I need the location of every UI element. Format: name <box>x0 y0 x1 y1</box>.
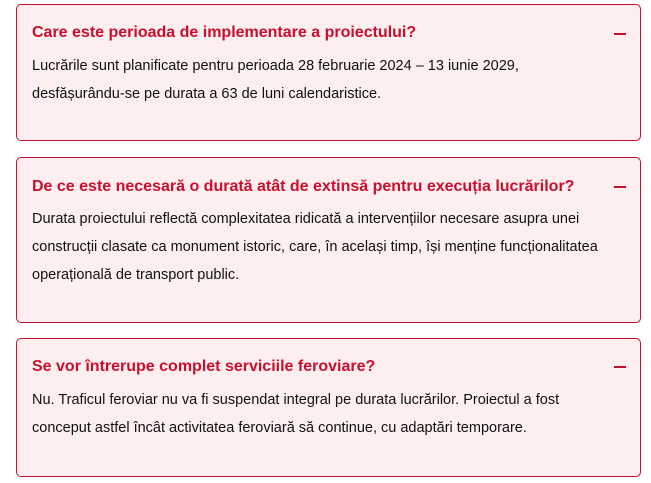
faq-answer-line: operațională de transport public. <box>32 267 240 283</box>
collapse-minus-icon[interactable] <box>614 33 626 35</box>
faq-answer-line: desfășurându-se pe durata a 63 de luni calendaristice. <box>32 86 382 102</box>
faq-answer-line: conceput astfel încât activitatea feroviară să continue, cu adaptări temporare. <box>32 420 527 436</box>
faq-question[interactable]: Se vor întrerupe complet serviciile feroviare? <box>32 358 376 375</box>
faq-answer-line: Lucrările sunt planificate pentru perioada 28 februarie 2024 – 13 iunie 2029, <box>32 58 519 74</box>
collapse-minus-icon[interactable] <box>614 366 626 368</box>
faq-item <box>16 4 641 141</box>
faq-answer <box>32 52 627 108</box>
faq-item <box>16 338 641 477</box>
faq-question[interactable]: De ce este necesară o durată atât de extinsă pentru execuția lucrărilor? <box>32 178 575 195</box>
faq-answer-line: Nu. Traficul feroviar nu va fi suspendat integral pe durata lucrărilor. Proiectul a fost <box>32 392 560 408</box>
faq-answer <box>32 205 627 289</box>
faq-item <box>16 157 641 323</box>
faq-answer-line: construcții clasate ca monument istoric, care, în același timp, își menține funcționalitatea <box>32 239 598 255</box>
faq-question[interactable]: Care este perioada de implementare a proiectului? <box>32 24 417 41</box>
collapse-minus-icon[interactable] <box>614 186 626 188</box>
faq-answer <box>32 386 627 442</box>
faq-answer-line: Durata proiectului reflectă complexitatea ridicată a intervențiilor necesare asupra unei <box>32 211 580 227</box>
